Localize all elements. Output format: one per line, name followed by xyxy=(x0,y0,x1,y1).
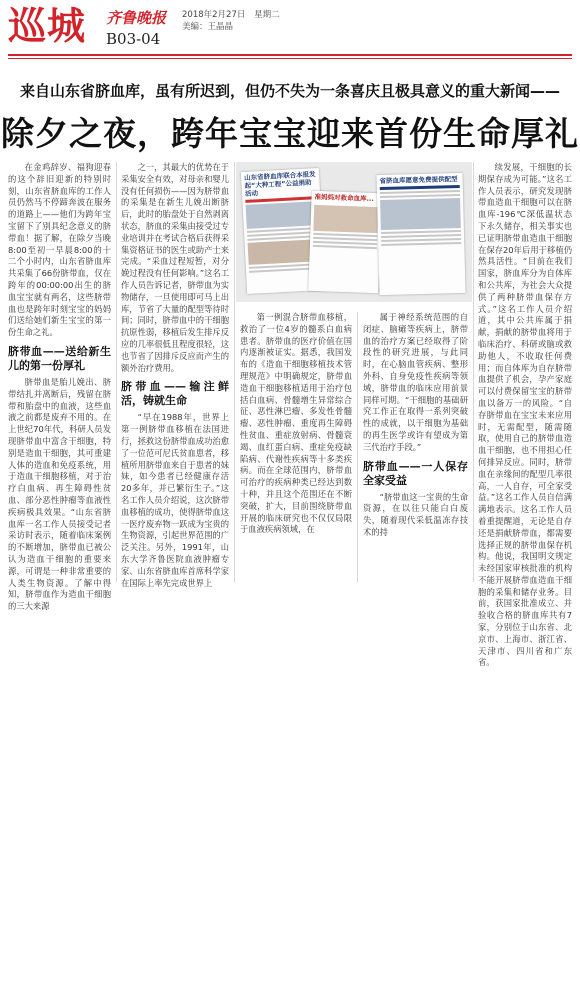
column-divider xyxy=(116,162,117,582)
article-column-1 xyxy=(8,162,111,612)
clipping-3 xyxy=(308,191,381,293)
paragraph: “早在1988年，世界上第一例脐带血移植在法国进行，拯救这份脐带血成功治愈了一位范可尼氏贫血患者，移植所用脐带血来自于患者的妹妹，如今患者已经健康存活20多年，并已繁衍生子。”这名工作人员介绍说，这次脐带血移植的成功，使得脐带血这一医疗废弃物一跃成为宝贵的生物资源，引起世界范围的广泛关注。另外，1991年，山东大学齐鲁医院血液肿瘤专家、山东省脐血库首席科学家在国际上率先完成世界上 xyxy=(121,412,229,588)
paragraph: 在金鸡辞岁、福狗迎春的这个辞旧迎新的特别时刻，山东省脐血库的工作人员仍然马不停蹄奔波在服务的道路上——他们为跨年宝宝留下了别具纪念意义的脐带血！据了解，在除夕当晚8:00至初一早晨8:00的十二个小时内，山东省脐血库共采集了66份脐带血，仅在跨年的00:00:00出生的脐血宝宝就有两名，这些脐带血也是跨年时刻宝宝的妈妈们送给她们新生宝宝的第一份生命之礼。 xyxy=(8,162,111,338)
article-column-5 xyxy=(478,162,572,668)
clipping-title: 省脐血库愿意免费提供配型 xyxy=(379,175,458,186)
issue-date-line xyxy=(182,8,280,20)
editor-credit: 美编：王晶晶 xyxy=(182,22,234,32)
clipping-image xyxy=(380,198,461,230)
issue-weekday: 星期二 xyxy=(254,10,280,20)
main-headline: 除夕之夜，跨年宝宝迎来首份生命厚礼 xyxy=(1,114,579,153)
text-line xyxy=(381,242,461,246)
headline-kicker: 来自山东省脐血库，虽有所迟到，但仍不失为一条喜庆且极具意义的重大新闻—— xyxy=(19,82,560,100)
clipping-image xyxy=(313,205,378,233)
newspaper-logo: 齐鲁晚报 xyxy=(106,9,167,27)
issue-date: 2018年2月27日 xyxy=(182,10,246,20)
section-title: 巡城 xyxy=(8,3,87,48)
article-column-4 xyxy=(363,312,468,562)
paragraph: 第一例混合脐带血移植，救治了一位4岁的髓系白血病患者。脐带血的医疗价值在国内逐渐被证实。据悉，我国发布的《造血干细胞移植技术管理规范》中明确规定，脐带血造血干细胞移植适用于治疗包括白血病、骨髓增生异常综合征、恶性淋巴瘤、多发性骨髓瘤、恶性肿瘤、重度再生障碍性贫血、重症放射病、骨髓衰竭、血红蛋白病、重症免疫缺陷病、代谢性疾病等十多类疾病。而在全球范围内，脐带血可治疗的疾病种类已经达到数十种，并且这个范围还在不断突破，扩大，目前围绕脐带血开展的临床研究也不仅仅局限于血液疾病领域，在 xyxy=(240,312,352,535)
clipping-title: 山东省脐血库联合本报发起“大种工程”公益捐助活动 xyxy=(243,170,316,198)
paragraph: “脐带血这一宝贵的生命资源，在以往只能白白废失，随着现代采低温冻存技术的持 xyxy=(363,491,468,537)
article-column-2 xyxy=(121,162,230,588)
paragraph: 属于神经系统范围的自闭症、脑瘫等疾病上，脐带血的治疗方案已经取得了阶段性的研究进展，与此同时，在心脑血管疾病、整形外科、自身免疫性疾病等领域，脐带血的临床应用前景同样可期。“干细胞的基础研究工作正在取得一系列突破性的成就，以干细胞为基础的再生医学或许有望成为第三代治疗手段。” xyxy=(363,312,468,452)
masthead-rule xyxy=(8,54,572,56)
masthead xyxy=(0,0,580,58)
article-column-3 xyxy=(240,312,352,535)
column-divider xyxy=(357,312,358,582)
paragraph: 续发展，干细胞的长期保存成为可能。”这名工作人员表示，研究发现脐带血造血干细胞可以在脐血库-196℃深低温状态下永久储存，相关事实也已证明脐带血造血干细胞在保存20年后用于移植仍然具活性。“目前在我们国家，脐血库分为自体库和公共库，为社会大众提供了两种脐带血保存方式。”这名工作人员介绍道，其中公共库属于捐献，捐献的脐带血将用于临床治疗、科研或脑或救助他人，不收取任何费用；而自体库为自存脐带血提供了机会，孕产家庭可以付费保留宝宝的脐带血以备万一的风险。“自存脐带血在宝宝未来应用时，无需配型，随需随取，使用自己的脐带血造血干细胞，也不用担心任何排异反应。同时，脐带血在亲缘间的配型几率很高，一人自存，可全家受益。”这名工作人员自信满满地表示。这名工作人员着重提醒道，无论是自存还是捐献脐带血，都需要选择正规的脐带血保存机构。他说，我国明文规定未经国家审核批准的机构不能开展脐带血造血干细胞的采集和储存业务。目前，获国家批准成立、并验收合格的脐血库共有7家，分别位于山东省、北京市、上海市、浙江省、天津市、四川省和广东省。 xyxy=(478,162,572,668)
masthead-rule-thin xyxy=(8,58,572,59)
column-divider xyxy=(234,162,235,582)
page-number: B03-04 xyxy=(106,30,161,48)
clipping-title: 准妈妈对救命血库... xyxy=(314,192,375,203)
subheading: 脐带血——送给新生儿的第一份厚礼 xyxy=(8,344,111,372)
subheading: 脐带血——一人保存全家受益 xyxy=(363,459,468,487)
clipping-2 xyxy=(376,173,465,295)
column-divider xyxy=(473,162,474,582)
subheading: 脐带血——输注鲜活，铸就生命 xyxy=(121,380,229,408)
newspaper-clippings-photo xyxy=(236,162,472,302)
text-line xyxy=(313,245,377,249)
paragraph: 脐带血是胎儿娩出、脐带结扎并离断后，残留在脐带和胎盘中的血液，这些血液之前都是废弃不用的。在上世纪70年代，科研人员发现脐带血中富含干细胞，特别是造血干细胞，其可重建人体的造血和免疫系统，用于造血干细胞移植，对于治疗白血病、再生障碍性贫血、部分恶性肿瘤等血液性疾病极具效果。“山东省脐血库一名工作人员接受记者采访时表示，随着临床案例的不断增加，脐带血已被公认为造血干细胞的重要来源，可谓是一种非常重要的人类生物资源。了解中得知，脐带血作为造血干细胞的三大来源 xyxy=(8,376,111,612)
clipping-image xyxy=(246,201,319,229)
paragraph: 之一，其最大的优势在于采集安全有效，对母亲和婴儿没有任何损伤——因为脐带血的采集是在新生儿娩出断脐后，此时的胎盘处于自然剥离状态，脐血的采集由接受过专业培训并在考试合格后获得采集资格证书的医生或助产士来完成。“采血过程短暂，对分娩过程没有任何影响。”这名工作人员告诉记者，脐带血为实物储存，一旦使用即可马上出库，节省了大量的配型等待时间；同时，脐带血中的干细胞抗原性弱，移植后发生排斥反应的几率很低且程度很轻，这也节省了因排斥反应而产生的额外治疗费用。 xyxy=(121,162,230,373)
